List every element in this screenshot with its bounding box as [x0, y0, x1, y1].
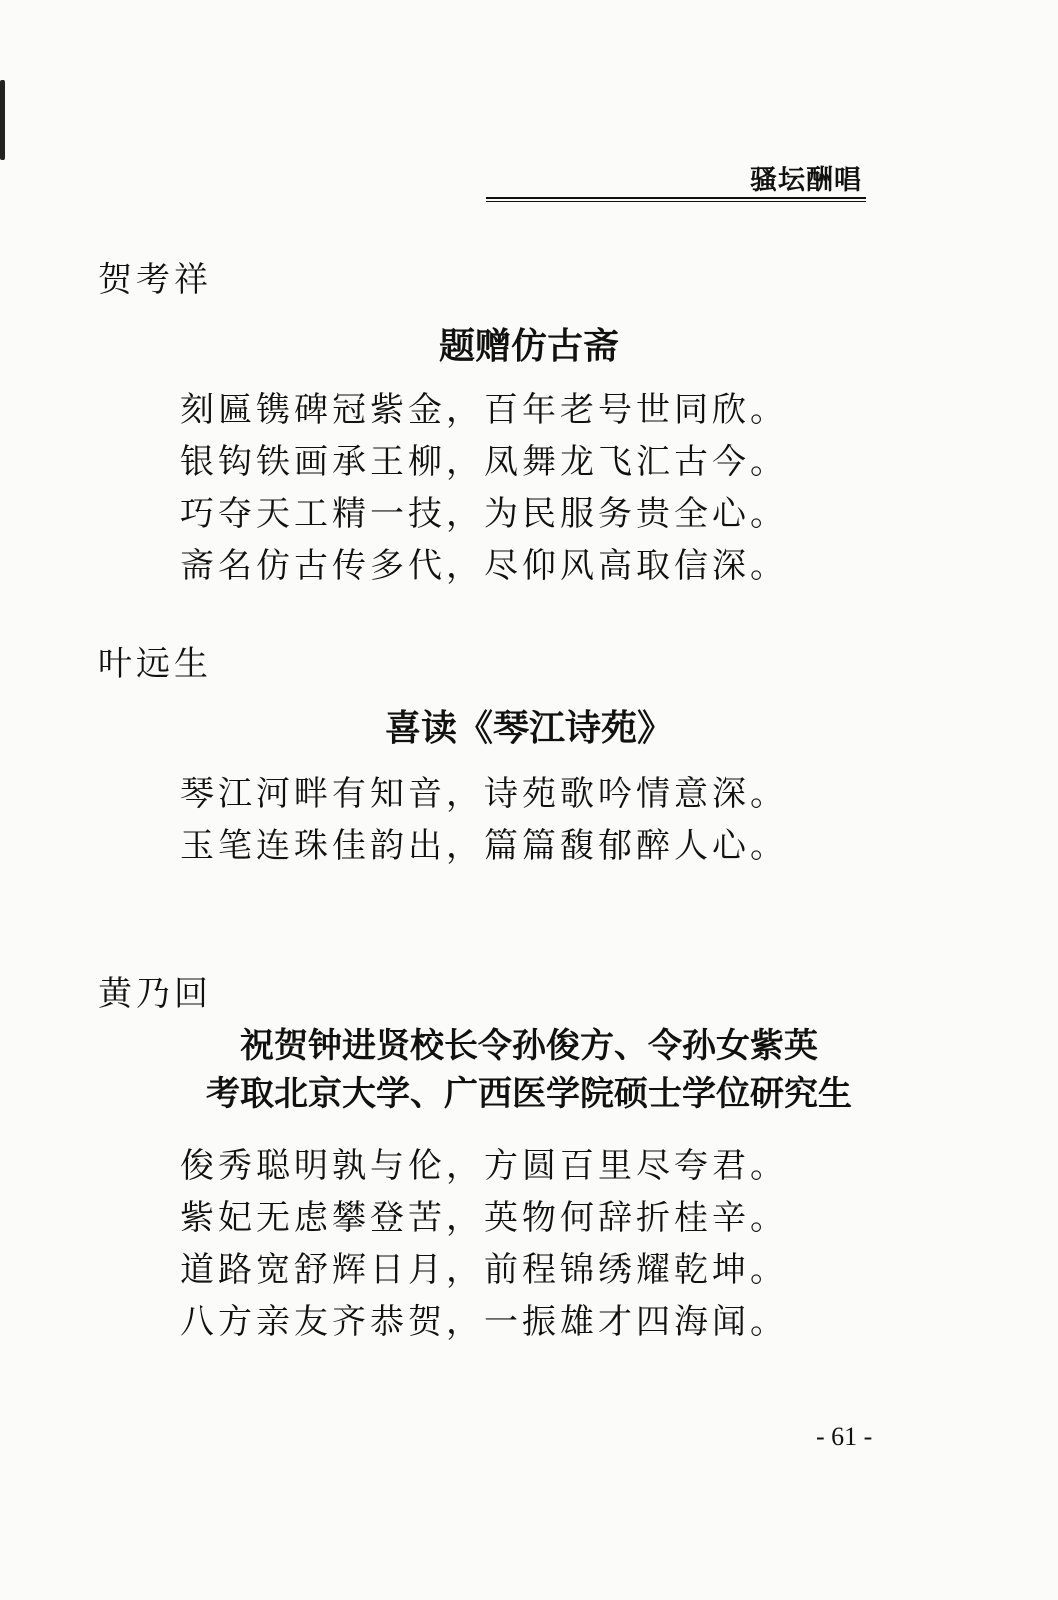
poem-line: 俊秀聪明孰与伦，方圆百里尽夸君。	[180, 1146, 788, 1186]
poem-3-body	[180, 1140, 788, 1348]
poem-2-author: 叶远生	[98, 644, 212, 684]
poem-3-author: 黄乃回	[98, 974, 212, 1014]
section-title: 骚坛酬唱	[750, 165, 862, 196]
poem-line: 斋名仿古传多代，尽仰风高取信深。	[180, 546, 788, 586]
header-rule	[486, 197, 866, 202]
poem-1-title: 题赠仿古斋	[438, 326, 619, 367]
poem-1-body	[180, 384, 788, 592]
poem-1-author: 贺考祥	[98, 260, 212, 300]
poem-line: 道路宽舒辉日月，前程锦绣耀乾坤。	[180, 1250, 788, 1290]
poem-2-title: 喜读《琴江诗苑》	[384, 708, 673, 749]
poem-line: 琴江河畔有知音，诗苑歌吟情意深。	[180, 774, 788, 814]
poem-line: 八方亲友齐恭贺，一振雄才四海闻。	[180, 1302, 788, 1342]
binding-edge-mark	[0, 80, 5, 160]
poem-line: 刻匾镌碑冠紫金，百年老号世同欣。	[180, 390, 788, 430]
poem-3-title-line-2: 考取北京大学、广西医学院硕士学位研究生	[206, 1074, 852, 1114]
page-number: - 61 -	[816, 1422, 873, 1451]
poem-line: 银钩铁画承王柳，凤舞龙飞汇古今。	[180, 442, 788, 482]
poem-line: 玉笔连珠佳韵出，篇篇馥郁醉人心。	[180, 826, 788, 866]
poem-line: 巧夺天工精一技，为民服务贵全心。	[180, 494, 788, 534]
poem-2-body	[180, 768, 788, 872]
poem-3-title-line-1: 祝贺钟进贤校长令孙俊方、令孙女紫英	[240, 1026, 818, 1066]
running-header	[486, 158, 866, 202]
poem-line: 紫妃无虑攀登苦，英物何辞折桂辛。	[180, 1198, 788, 1238]
